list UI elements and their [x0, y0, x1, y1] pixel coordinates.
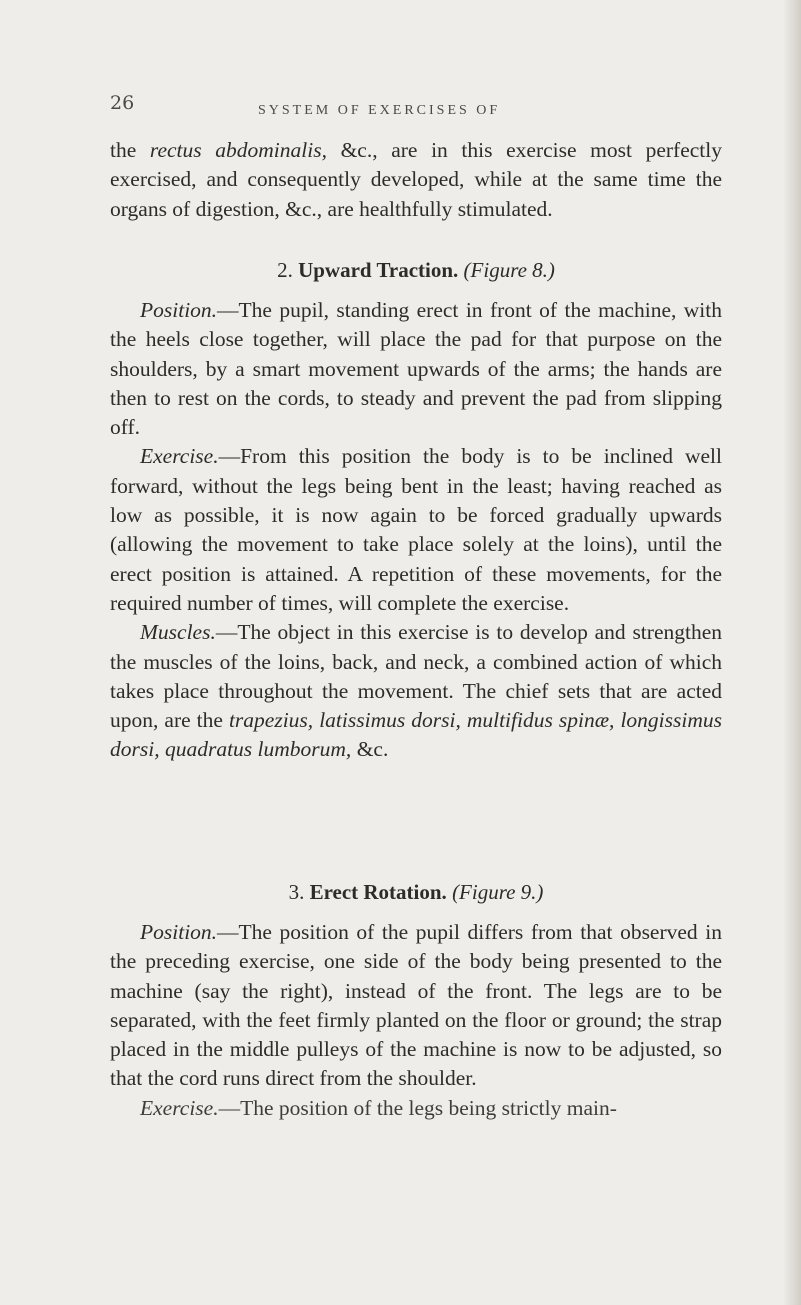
section-3-title: Erect Rotation. — [309, 880, 447, 904]
intro-paragraph — [110, 136, 722, 224]
section-2-position-paragraph — [110, 296, 722, 442]
section-2-number: 2. — [277, 258, 293, 282]
section-2-muscles-label: Muscles. — [140, 620, 216, 645]
section-3-exercise-text: —The position of the legs being strictly main- — [218, 1095, 617, 1120]
section-3-number: 3. — [288, 880, 305, 904]
running-head: SYSTEM OF EXERCISES OF — [258, 103, 501, 118]
intro-term: rectus abdominalis, — [149, 138, 327, 162]
section-2-position-label: Position. — [140, 298, 218, 322]
section-2-figure-ref: (Figure 8.) — [463, 258, 555, 282]
section-3-exercise-paragraph — [110, 1094, 722, 1123]
section-3-figure-ref: (Figure 9.) — [452, 880, 544, 904]
section-3-heading — [110, 880, 722, 905]
section-2-muscles-end: &c. — [351, 737, 389, 762]
intro-pre: the — [110, 138, 150, 162]
page-number: 26 — [110, 92, 135, 114]
section-3-exercise-label: Exercise. — [140, 1095, 219, 1120]
section-3-position-text: —The position of the pupil differs from that observed in the preceding exercise, one side of the body being presented to the machine (say the right), instead of the front. The legs are to be separated, with the feet firmly planted on the floor or ground; the strap placed in the middle pulleys of the machine is now to be adjusted, so that the cord runs direct from the shoulder. — [110, 920, 722, 1091]
section-2-title: Upward Traction. — [298, 258, 459, 282]
section-2-exercise-text: —From this position the body is to be inclined well forward, without the legs being bent in the least; having reached as low as possible, it is now again to be forced gradually upwards (allowing the movement to take place solely at the loins), until the erect position is attained. A repetition of these movements, for the required number of times, will complete the exercise. — [110, 444, 722, 615]
section-3-position-paragraph — [110, 918, 722, 1094]
section-2-muscles-text: —The object in this exercise is to develop and strengthen the muscles of the loins, back, and neck, a combined action of which takes place throughout the movement. The chief sets that are acted upon, are the — [110, 620, 722, 733]
section-2-position-text: —The pupil, standing erect in front of the machine, with the heels close together, will place the pad for that purpose on the shoulders, by a smart movement upwards of the arms; the hands are then to rest on the cords, to steady and prevent the pad from slipping off. — [110, 298, 722, 440]
section-2-heading — [110, 258, 722, 283]
section-2-body — [110, 296, 722, 765]
page-edge-shadow — [783, 0, 801, 1305]
section-3-position-label: Position. — [140, 920, 218, 944]
section-2-exercise-label: Exercise. — [140, 444, 219, 469]
section-3-body — [110, 918, 722, 1123]
section-2-muscles-terms: trapezius, latissimus dorsi, multifidus spinæ, longissimus dorsi, quadratus lumborum, — [110, 708, 722, 762]
section-2-muscles-paragraph — [110, 618, 722, 764]
intro-post: &c., are in this exercise most perfectly exercised, and consequently developed, while at the same time the organs of digestion, &c., are healthfully stimulated. — [110, 138, 722, 221]
section-2-exercise-paragraph — [110, 442, 722, 618]
